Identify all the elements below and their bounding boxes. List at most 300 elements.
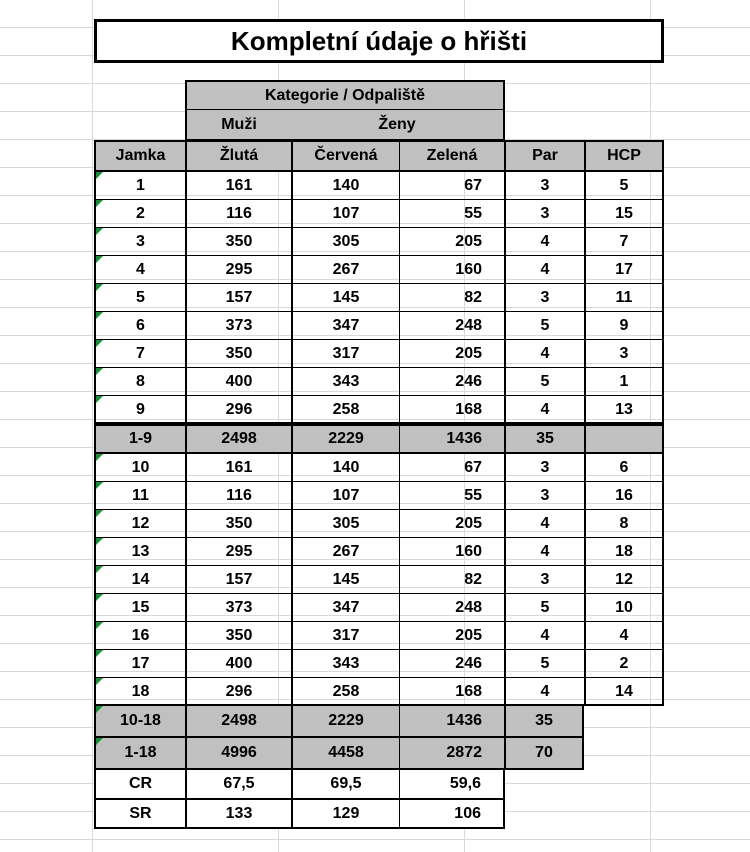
cell-marker-icon	[96, 396, 103, 403]
cell-hole	[96, 678, 187, 706]
cell-par	[506, 368, 586, 395]
cell-green-value: 82	[464, 570, 482, 588]
total-label	[96, 706, 187, 736]
cell-hole-value: 10	[131, 458, 150, 476]
cell-hcp-value: 6	[619, 458, 629, 476]
cell-hole-value: 1	[136, 176, 145, 194]
cell-yellow	[187, 510, 293, 537]
cell-green-value: 205	[455, 514, 482, 532]
cell-hole	[96, 622, 187, 649]
cell-yellow	[187, 256, 293, 283]
cell-par	[506, 340, 586, 367]
women-header: Ženy	[291, 110, 505, 140]
cell-hcp	[586, 312, 662, 339]
cell-red	[293, 538, 400, 565]
total-green	[400, 738, 506, 768]
cell-red	[293, 396, 400, 424]
cell-green-value: 55	[464, 486, 482, 504]
cell-red-value: 267	[332, 260, 360, 278]
cell-green-value: 205	[455, 626, 482, 644]
cell-marker-icon	[96, 738, 103, 745]
cell-hcp	[586, 454, 662, 481]
cell-par-value: 5	[540, 654, 550, 672]
cell-hcp-value: 16	[615, 486, 633, 504]
cell-yellow	[187, 340, 293, 367]
cell-marker-icon	[96, 454, 103, 461]
total-par	[506, 738, 582, 768]
cell-green-value: 55	[464, 204, 482, 222]
cell-green-value: 168	[455, 401, 482, 418]
rating-red-value: 129	[332, 804, 360, 822]
cell-green-value: 246	[455, 654, 482, 672]
cell-green	[400, 538, 506, 565]
table-row	[96, 678, 662, 706]
cell-green-value: 248	[455, 598, 482, 616]
total-red-value: 2229	[328, 712, 364, 729]
cell-green	[400, 368, 506, 395]
cell-hole-value: 16	[131, 626, 150, 644]
cell-hole	[96, 454, 187, 481]
cell-green-value: 82	[464, 288, 482, 306]
cell-par	[506, 200, 586, 227]
cell-red-value: 343	[332, 372, 360, 390]
table-row	[96, 396, 662, 424]
total-label-value: 1-9	[128, 430, 153, 447]
total-red-value: 2229	[328, 430, 364, 447]
rating-label-value: CR	[128, 775, 153, 792]
table-row	[96, 594, 662, 622]
cell-red	[293, 678, 400, 706]
header-yellow: Žlutá	[187, 142, 293, 170]
cell-marker-icon	[96, 622, 103, 629]
table-row	[96, 200, 662, 228]
cell-yellow	[187, 228, 293, 255]
cell-yellow-value: 350	[225, 344, 253, 362]
cell-par	[506, 510, 586, 537]
total-yellow	[187, 426, 293, 452]
rating-red	[293, 770, 400, 798]
cell-yellow	[187, 622, 293, 649]
total-yellow-value: 2498	[221, 430, 257, 447]
cell-yellow-value: 161	[225, 458, 253, 476]
cell-par-value: 3	[540, 176, 550, 194]
cell-hcp	[586, 340, 662, 367]
cell-red-value: 317	[332, 626, 360, 644]
cell-hcp	[586, 396, 662, 424]
cell-yellow-value: 116	[226, 486, 252, 504]
cell-hole-value: 12	[131, 514, 150, 532]
cell-hcp	[586, 594, 662, 621]
total-red-value: 4458	[328, 744, 364, 761]
cell-yellow-value: 350	[225, 232, 253, 250]
cell-red-value: 343	[332, 654, 360, 672]
men-header: Muži	[185, 110, 293, 140]
table-row	[96, 228, 662, 256]
cell-yellow	[187, 172, 293, 199]
cell-hcp	[586, 482, 662, 509]
cell-marker-icon	[96, 650, 103, 657]
cell-yellow	[187, 566, 293, 593]
cell-yellow-value: 296	[225, 683, 253, 700]
total-red	[293, 426, 400, 452]
cell-hole	[96, 200, 187, 227]
total-red	[293, 706, 400, 736]
cell-par-value: 4	[540, 401, 550, 418]
cell-red-value: 145	[332, 570, 360, 588]
cell-hcp-value: 1	[619, 372, 629, 390]
cell-hole-value: 3	[136, 232, 145, 250]
cell-hole	[96, 566, 187, 593]
cell-par	[506, 454, 586, 481]
page-title: Kompletní údaje o hřišti	[94, 19, 664, 63]
cell-marker-icon	[96, 200, 103, 207]
cell-marker-icon	[96, 566, 103, 573]
cell-hole-value: 7	[136, 344, 145, 362]
cell-green-value: 67	[464, 458, 482, 476]
cell-par	[506, 482, 586, 509]
header-green: Zelená	[400, 142, 506, 170]
cell-red-value: 347	[332, 598, 360, 616]
cell-hole-value: 9	[136, 401, 145, 418]
cell-hcp	[586, 256, 662, 283]
cell-par-value: 5	[540, 598, 550, 616]
cell-green-value: 248	[455, 316, 482, 334]
cell-par-value: 3	[540, 204, 550, 222]
cell-green	[400, 510, 506, 537]
cell-par	[506, 594, 586, 621]
total-yellow	[187, 738, 293, 768]
cell-par-value: 3	[540, 570, 550, 588]
rating-label	[96, 800, 187, 827]
cell-red-value: 305	[332, 514, 360, 532]
table-row	[96, 312, 662, 340]
cell-yellow-value: 400	[225, 372, 253, 390]
cell-par	[506, 172, 586, 199]
cr-row	[94, 770, 505, 800]
cell-hcp-value: 4	[619, 626, 629, 644]
cell-hole	[96, 396, 187, 424]
cell-hcp	[586, 538, 662, 565]
cell-yellow	[187, 650, 293, 677]
rating-yellow-value: 133	[225, 804, 253, 822]
category-header: Kategorie / Odpaliště	[185, 80, 505, 110]
cell-marker-icon	[96, 228, 103, 235]
table-row	[96, 538, 662, 566]
sr-row	[94, 800, 505, 829]
cell-hcp	[586, 368, 662, 395]
cell-red	[293, 200, 400, 227]
cell-yellow-value: 116	[226, 204, 252, 222]
total-label-value: 10-18	[120, 712, 161, 729]
cell-par	[506, 566, 586, 593]
cell-marker-icon	[96, 538, 103, 545]
cell-red-value: 258	[332, 401, 360, 418]
cell-hcp-value: 17	[615, 260, 633, 278]
cell-yellow	[187, 538, 293, 565]
cell-hole-value: 8	[136, 372, 145, 390]
rating-green	[400, 770, 503, 798]
table-row	[96, 482, 662, 510]
rating-yellow	[187, 770, 293, 798]
cell-hcp	[586, 650, 662, 677]
cell-green	[400, 482, 506, 509]
cell-yellow	[187, 678, 293, 706]
cell-green	[400, 256, 506, 283]
cell-red-value: 140	[332, 458, 360, 476]
table-row	[96, 566, 662, 594]
cell-hcp-value: 13	[615, 401, 633, 418]
cell-hcp-value: 12	[615, 570, 633, 588]
cell-hole-value: 4	[136, 260, 145, 278]
cell-marker-icon	[96, 482, 103, 489]
cell-red-value: 267	[332, 542, 360, 560]
cell-green	[400, 172, 506, 199]
cell-hole-value: 11	[132, 486, 149, 504]
cell-red	[293, 256, 400, 283]
total-green	[400, 426, 506, 452]
cell-hcp-value: 9	[619, 316, 629, 334]
cell-par	[506, 284, 586, 311]
cell-green	[400, 284, 506, 311]
cell-yellow-value: 373	[225, 316, 253, 334]
total-yellow	[187, 706, 293, 736]
table-row	[96, 622, 662, 650]
cell-green	[400, 678, 506, 706]
cell-red	[293, 312, 400, 339]
cell-par	[506, 396, 586, 424]
cell-red	[293, 228, 400, 255]
header-hcp: HCP	[586, 142, 662, 170]
cell-yellow	[187, 312, 293, 339]
cell-marker-icon	[96, 510, 103, 517]
cell-hole-value: 18	[131, 683, 150, 700]
cell-green	[400, 622, 506, 649]
cell-yellow-value: 157	[225, 570, 253, 588]
cell-par	[506, 678, 586, 706]
total-green-value: 1436	[446, 712, 482, 729]
total-hcp-empty	[586, 426, 662, 452]
rating-label	[96, 770, 187, 798]
total-red	[293, 738, 400, 768]
cell-green-value: 246	[455, 372, 482, 390]
cell-hcp-value: 18	[615, 542, 633, 560]
cell-hole-value: 13	[131, 542, 150, 560]
cell-green-value: 160	[455, 542, 482, 560]
cell-red-value: 258	[332, 683, 360, 700]
cell-green-value: 160	[455, 260, 482, 278]
cell-par-value: 4	[540, 683, 550, 700]
total-par	[506, 426, 586, 452]
cell-yellow-value: 296	[225, 401, 253, 418]
cell-yellow	[187, 482, 293, 509]
table-row	[96, 256, 662, 284]
cell-hole-value: 15	[131, 598, 150, 616]
cell-hole-value: 14	[131, 570, 150, 588]
cell-hcp-value: 7	[619, 232, 629, 250]
cell-green	[400, 566, 506, 593]
cell-hole	[96, 256, 187, 283]
cell-red-value: 317	[332, 344, 360, 362]
cell-par-value: 3	[540, 288, 550, 306]
front-total-row	[94, 424, 664, 454]
cell-hcp-value: 5	[619, 176, 629, 194]
cell-yellow	[187, 368, 293, 395]
cell-yellow	[187, 396, 293, 424]
cell-red-value: 145	[332, 288, 360, 306]
cell-yellow-value: 157	[225, 288, 253, 306]
cell-green	[400, 312, 506, 339]
cell-red	[293, 172, 400, 199]
cell-hcp-value: 2	[619, 654, 629, 672]
header-red: Červená	[293, 142, 400, 170]
cell-green	[400, 454, 506, 481]
table-row	[96, 510, 662, 538]
total-par-value: 35	[536, 430, 554, 447]
cell-green-value: 205	[455, 344, 482, 362]
cell-hole-value: 5	[136, 288, 145, 306]
cell-hcp-value: 3	[619, 344, 629, 362]
cell-hcp	[586, 566, 662, 593]
cell-yellow	[187, 594, 293, 621]
cell-par-value: 4	[540, 514, 550, 532]
cell-hole	[96, 172, 187, 199]
cell-par-value: 3	[540, 486, 550, 504]
cell-par-value: 5	[540, 372, 550, 390]
rating-yellow	[187, 800, 293, 827]
cell-hcp-value: 10	[615, 598, 633, 616]
total-yellow-value: 2498	[221, 712, 257, 729]
rating-green	[400, 800, 503, 827]
cell-par	[506, 622, 586, 649]
cell-hole	[96, 650, 187, 677]
cell-marker-icon	[96, 340, 103, 347]
cell-red	[293, 566, 400, 593]
cell-marker-icon	[96, 256, 103, 263]
cell-par	[506, 312, 586, 339]
cell-hole	[96, 284, 187, 311]
total-par	[506, 706, 582, 736]
cell-red	[293, 622, 400, 649]
cell-green	[400, 200, 506, 227]
cell-yellow-value: 373	[225, 598, 253, 616]
cell-par-value: 4	[540, 344, 550, 362]
cell-hole-value: 17	[131, 654, 150, 672]
rating-green-value: 59,6	[449, 775, 481, 792]
cell-par-value: 4	[540, 232, 550, 250]
cell-hole	[96, 340, 187, 367]
grand-total-row	[94, 738, 584, 770]
table-row	[96, 368, 662, 396]
cell-green	[400, 650, 506, 677]
total-par-value: 70	[535, 744, 553, 761]
header-par: Par	[506, 142, 586, 170]
rating-red	[293, 800, 400, 827]
cell-red-value: 107	[332, 204, 360, 222]
cell-green	[400, 228, 506, 255]
cell-hcp	[586, 678, 662, 706]
cell-red-value: 140	[332, 176, 360, 194]
cell-marker-icon	[96, 312, 103, 319]
cell-yellow-value: 350	[225, 514, 253, 532]
back-total-row	[94, 706, 584, 738]
cell-green	[400, 396, 506, 424]
front-nine-block	[94, 172, 664, 424]
cell-green	[400, 340, 506, 367]
cell-hole-value: 6	[136, 316, 145, 334]
cell-par-value: 4	[540, 260, 550, 278]
cell-hcp-value: 14	[615, 683, 633, 700]
column-header-row	[94, 140, 664, 172]
cell-marker-icon	[96, 284, 103, 291]
cell-red-value: 347	[332, 316, 360, 334]
cell-hcp-value: 11	[615, 288, 633, 306]
table-row	[96, 172, 662, 200]
cell-yellow-value: 350	[225, 626, 253, 644]
cell-hole	[96, 482, 187, 509]
cell-red-value: 107	[332, 486, 360, 504]
cell-hcp	[586, 284, 662, 311]
cell-red	[293, 594, 400, 621]
cell-green-value: 168	[455, 683, 482, 700]
cell-marker-icon	[96, 678, 103, 685]
cell-hcp-value: 15	[615, 204, 633, 222]
total-label-value: 1-18	[124, 744, 157, 761]
cell-green	[400, 594, 506, 621]
cell-par-value: 4	[540, 626, 550, 644]
cell-red	[293, 510, 400, 537]
cell-hole-value: 2	[136, 204, 145, 222]
cell-marker-icon	[96, 594, 103, 601]
cell-marker-icon	[96, 368, 103, 375]
cell-hole	[96, 510, 187, 537]
cell-green-value: 67	[464, 176, 482, 194]
total-yellow-value: 4996	[221, 744, 257, 761]
table-row	[96, 650, 662, 678]
cell-par	[506, 256, 586, 283]
cell-red	[293, 340, 400, 367]
cell-hcp	[586, 622, 662, 649]
cell-hole	[96, 228, 187, 255]
rating-red-value: 69,5	[330, 775, 362, 792]
cell-hcp	[586, 510, 662, 537]
cell-marker-icon	[96, 706, 103, 713]
cell-yellow-value: 400	[225, 654, 253, 672]
cell-hcp	[586, 228, 662, 255]
cell-yellow	[187, 200, 293, 227]
total-green-value: 2872	[446, 744, 482, 761]
table-row	[96, 340, 662, 368]
cell-red	[293, 284, 400, 311]
cell-marker-icon	[96, 172, 103, 179]
table-row	[96, 454, 662, 482]
total-green	[400, 706, 506, 736]
total-green-value: 1436	[446, 430, 482, 447]
total-label	[96, 426, 187, 452]
cell-red	[293, 650, 400, 677]
rating-yellow-value: 67,5	[223, 775, 255, 792]
cell-red	[293, 482, 400, 509]
cell-par	[506, 538, 586, 565]
rating-green-value: 106	[454, 804, 481, 822]
cell-green-value: 205	[455, 232, 482, 250]
cell-par	[506, 650, 586, 677]
cell-hcp	[586, 200, 662, 227]
header-hole: Jamka	[96, 142, 187, 170]
back-nine-block	[94, 454, 664, 706]
cell-hcp	[586, 172, 662, 199]
cell-yellow	[187, 454, 293, 481]
table-row	[96, 284, 662, 312]
